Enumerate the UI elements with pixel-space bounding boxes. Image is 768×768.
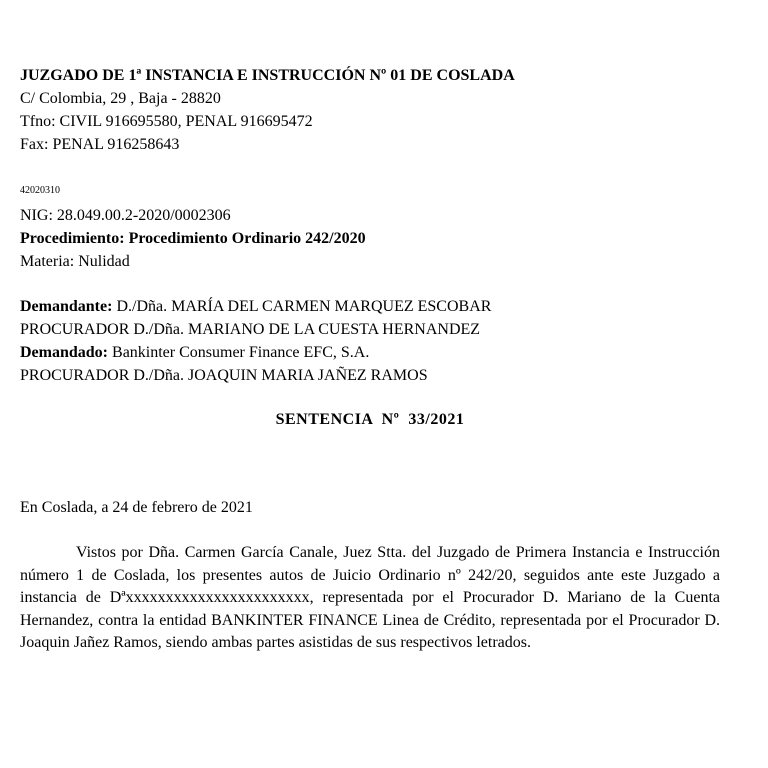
court-name: JUZGADO DE 1ª INSTANCIA E INSTRUCCIÓN Nº 01 DE COSLADA [20, 67, 515, 84]
nig-line: NIG: 28.049.00.2-2020/0002306 [20, 207, 231, 224]
reference-code: 42020310 [20, 185, 60, 196]
defendant-line [20, 343, 369, 363]
sentence-title: SENTENCIA Nº 33/2021 [275, 411, 465, 428]
defendant-label: Demandado: [20, 344, 109, 361]
procedure-line [20, 229, 366, 249]
plaintiff-label: Demandante: [20, 298, 113, 315]
court-fax: Fax: PENAL 916258643 [20, 136, 180, 153]
plaintiff-value: D./Dña. MARÍA DEL CARMEN MARQUEZ ESCOBAR [116, 298, 492, 315]
subject-line: Materia: Nulidad [20, 253, 130, 270]
plaintiff-attorney: PROCURADOR D./Dña. MARIANO DE LA CUESTA HERNANDEZ [20, 321, 481, 338]
procedure-label: Procedimiento: [20, 230, 125, 247]
court-address: C/ Colombia, 29 , Baja - 28820 [20, 90, 221, 107]
body-paragraph [20, 542, 720, 655]
body-paragraph-text: Vistos por Dña. Carmen García Canale, Juez Stta. del Juzgado de Primera Instancia e Instrucción número 1 de Coslada, los presentes autos de Juicio Ordinario nº 242/20, seguidos ante este Juzgado a instancia de Dªxxxxxxxxxxxxxxxxxxxxxxx, representada por el Procurador D. Mariano de la Cuenta Hernandez, contra la entidad BANKINTER FINANCE Linea de Crédito, representada por el Procurador D. Joaquin Jañez Ramos, siendo ambas partes asistidas de sus respectivos letrados. [20, 544, 720, 651]
defendant-attorney: PROCURADOR D./Dña. JOAQUIN MARIA JAÑEZ RAMOS [20, 367, 428, 384]
place-date: En Coslada, a 24 de febrero de 2021 [20, 499, 253, 516]
court-phone: Tfno: CIVIL 916695580, PENAL 916695472 [20, 113, 313, 130]
procedure-value: Procedimiento Ordinario 242/2020 [128, 230, 366, 247]
plaintiff-line [20, 297, 491, 317]
defendant-value: Bankinter Consumer Finance EFC, S.A. [112, 344, 370, 361]
